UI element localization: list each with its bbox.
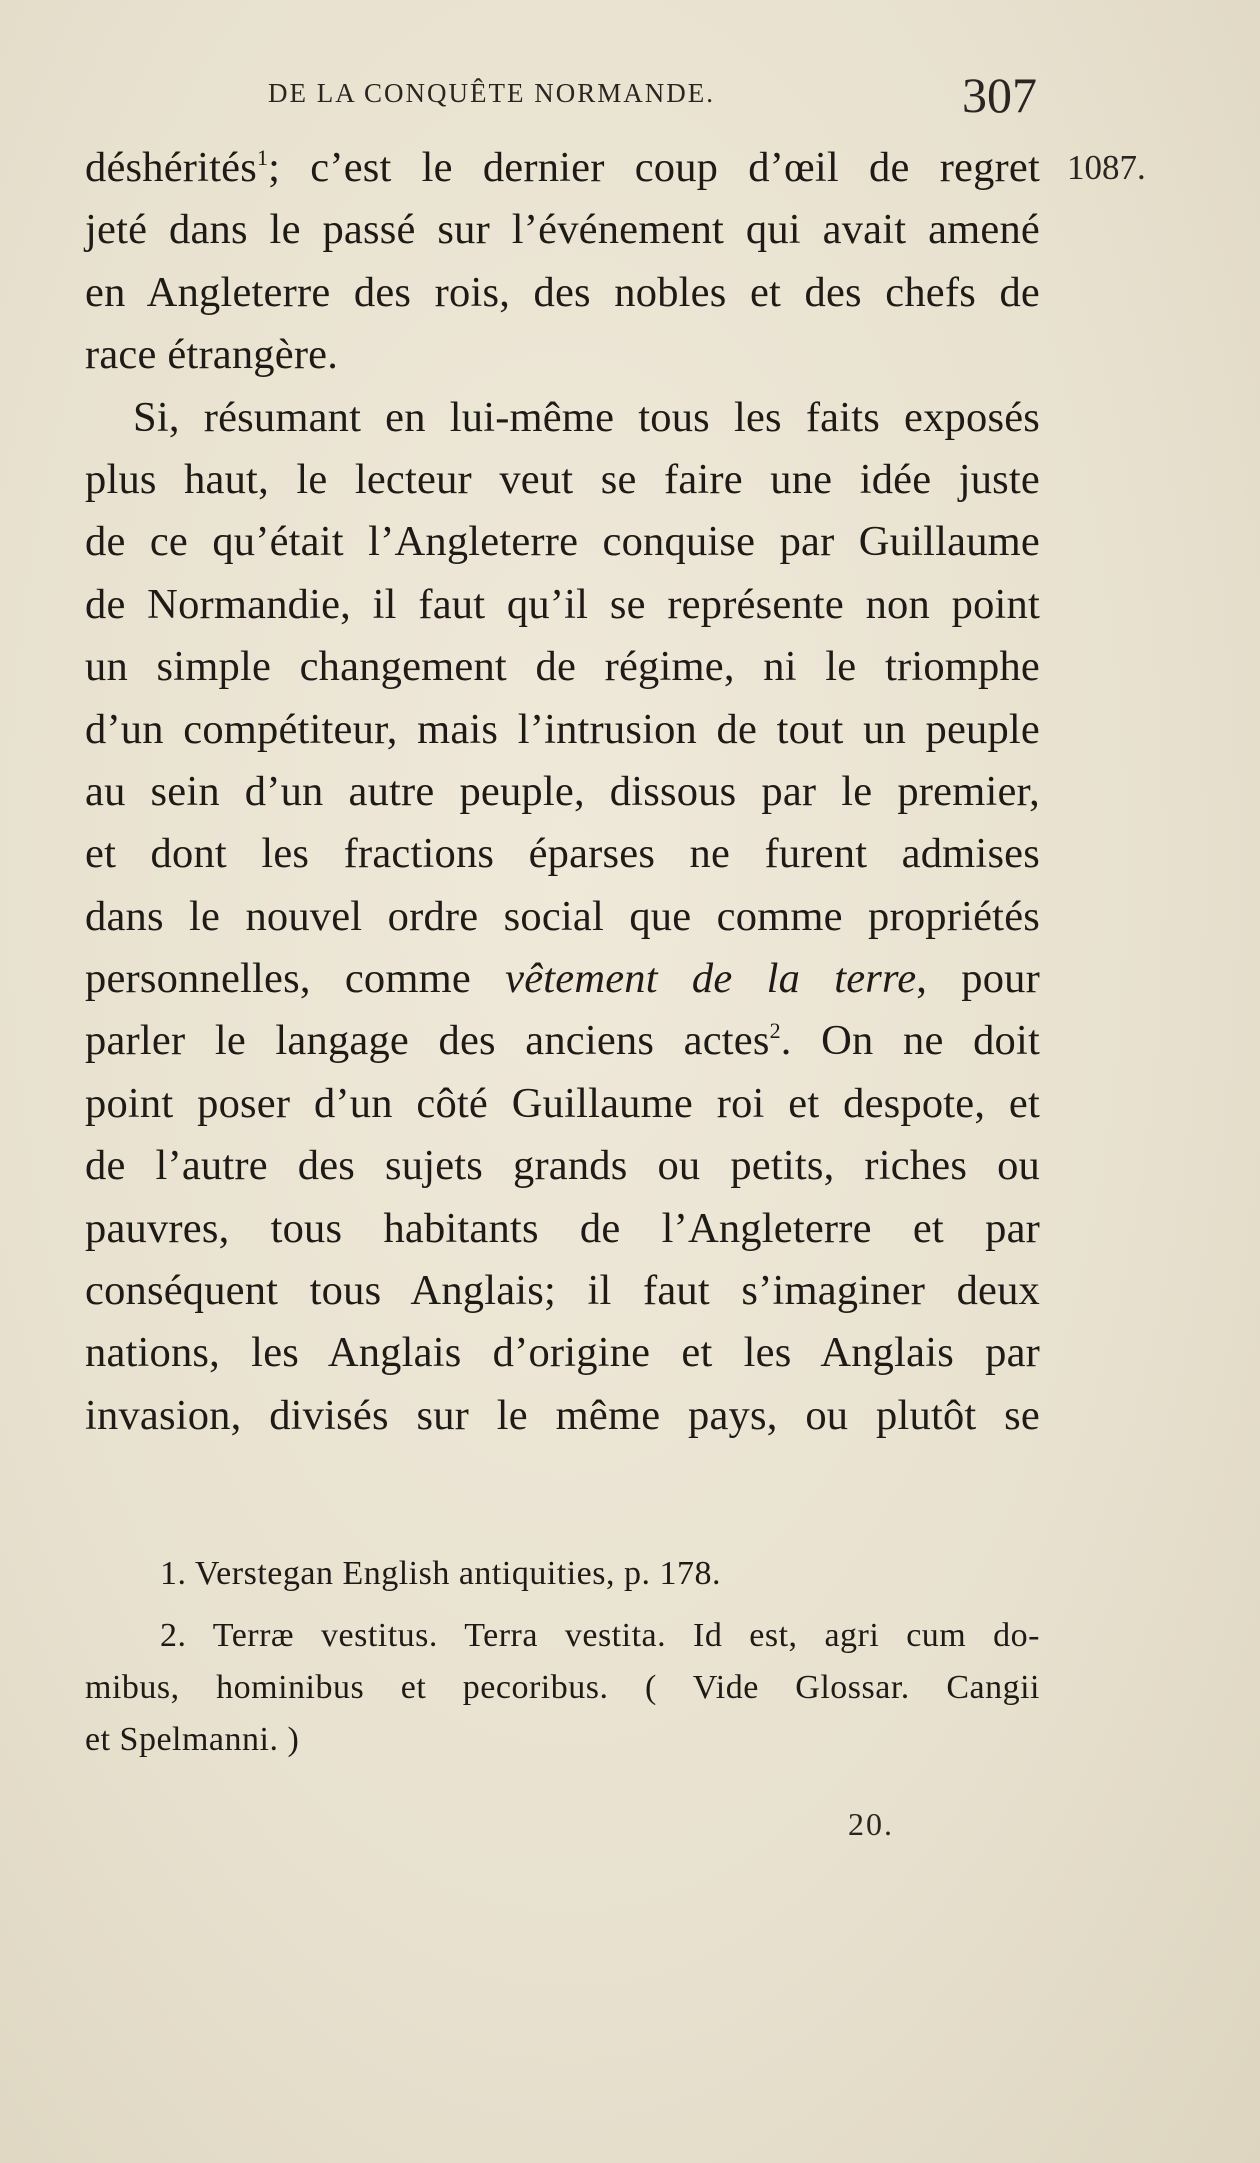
footnote-2: 2. Terræ vestitus. Terra vestita. Id est, agri cum do-	[160, 1617, 1040, 1654]
footnote-2-line: et Spelmanni. )	[85, 1721, 300, 1758]
text-line: nations, les Anglais d’origine et les Anglais par	[85, 1329, 1040, 1377]
text-line: déshérités$^1$; c’est le dernier coup d’œil de regret	[85, 144, 1040, 191]
footnote-1: 1. Verstegan English antiquities, p. 178.	[160, 1555, 721, 1592]
italic-phrase: vêtement de la terre	[505, 955, 917, 1003]
text-line: personnelles, comme vêtement de la terre, pour	[85, 955, 1040, 1003]
footnote-2-line: mibus, hominibus et pecoribus. ( Vide Glossar. Cangii	[85, 1669, 1040, 1706]
text-line: pauvres, tous habitants de l’Angleterre et par	[85, 1204, 1040, 1252]
text-line: point poser d’un côté Guillaume roi et despote, et	[85, 1079, 1040, 1127]
text-line: d’un compétiteur, mais l’intrusion de tout un peuple	[85, 705, 1040, 753]
text-line: au sein d’un autre peuple, dissous par le premier,	[85, 767, 1040, 815]
paragraph-start: Si, résumant en lui-même tous les faits exposés	[133, 393, 1040, 441]
text-line: conséquent tous Anglais; il faut s’imaginer deux	[85, 1267, 1040, 1315]
running-head: DE LA CONQUÊTE NORMANDE.	[268, 78, 715, 108]
text-line: de ce qu’était l’Angleterre conquise par Guillaume	[85, 518, 1040, 566]
body-text	[85, 137, 1040, 1447]
text-line: un simple changement de régime, ni le triomphe	[85, 643, 1040, 691]
text-line: de Normandie, il faut qu’il se représente non point	[85, 580, 1040, 628]
footnote-ref: 2	[769, 1018, 781, 1044]
margin-date-note: 1087.	[1067, 148, 1146, 187]
text-line: et dont les fractions éparses ne furent admises	[85, 830, 1040, 878]
text-line: dans le nouvel ordre social que comme propriétés	[85, 892, 1040, 940]
signature-mark: 20.	[848, 1806, 894, 1842]
footnote-ref: 1	[256, 145, 269, 170]
text-line: plus haut, le lecteur veut se faire une idée juste	[85, 455, 1040, 503]
page-number: 307	[962, 67, 1037, 123]
text-line: parler le langage des anciens actes$^2$. On ne doit	[85, 1017, 1040, 1065]
text-line: race étrangère.	[85, 331, 339, 379]
text-line: invasion, divisés sur le même pays, ou plutôt se	[85, 1391, 1040, 1439]
text-line: jeté dans le passé sur l’événement qui avait amené	[85, 206, 1040, 254]
text-line: de l’autre des sujets grands ou petits, riches ou	[85, 1142, 1040, 1190]
footnotes	[85, 1548, 1040, 1766]
text-line: en Angleterre des rois, des nobles et des chefs de	[85, 268, 1040, 316]
